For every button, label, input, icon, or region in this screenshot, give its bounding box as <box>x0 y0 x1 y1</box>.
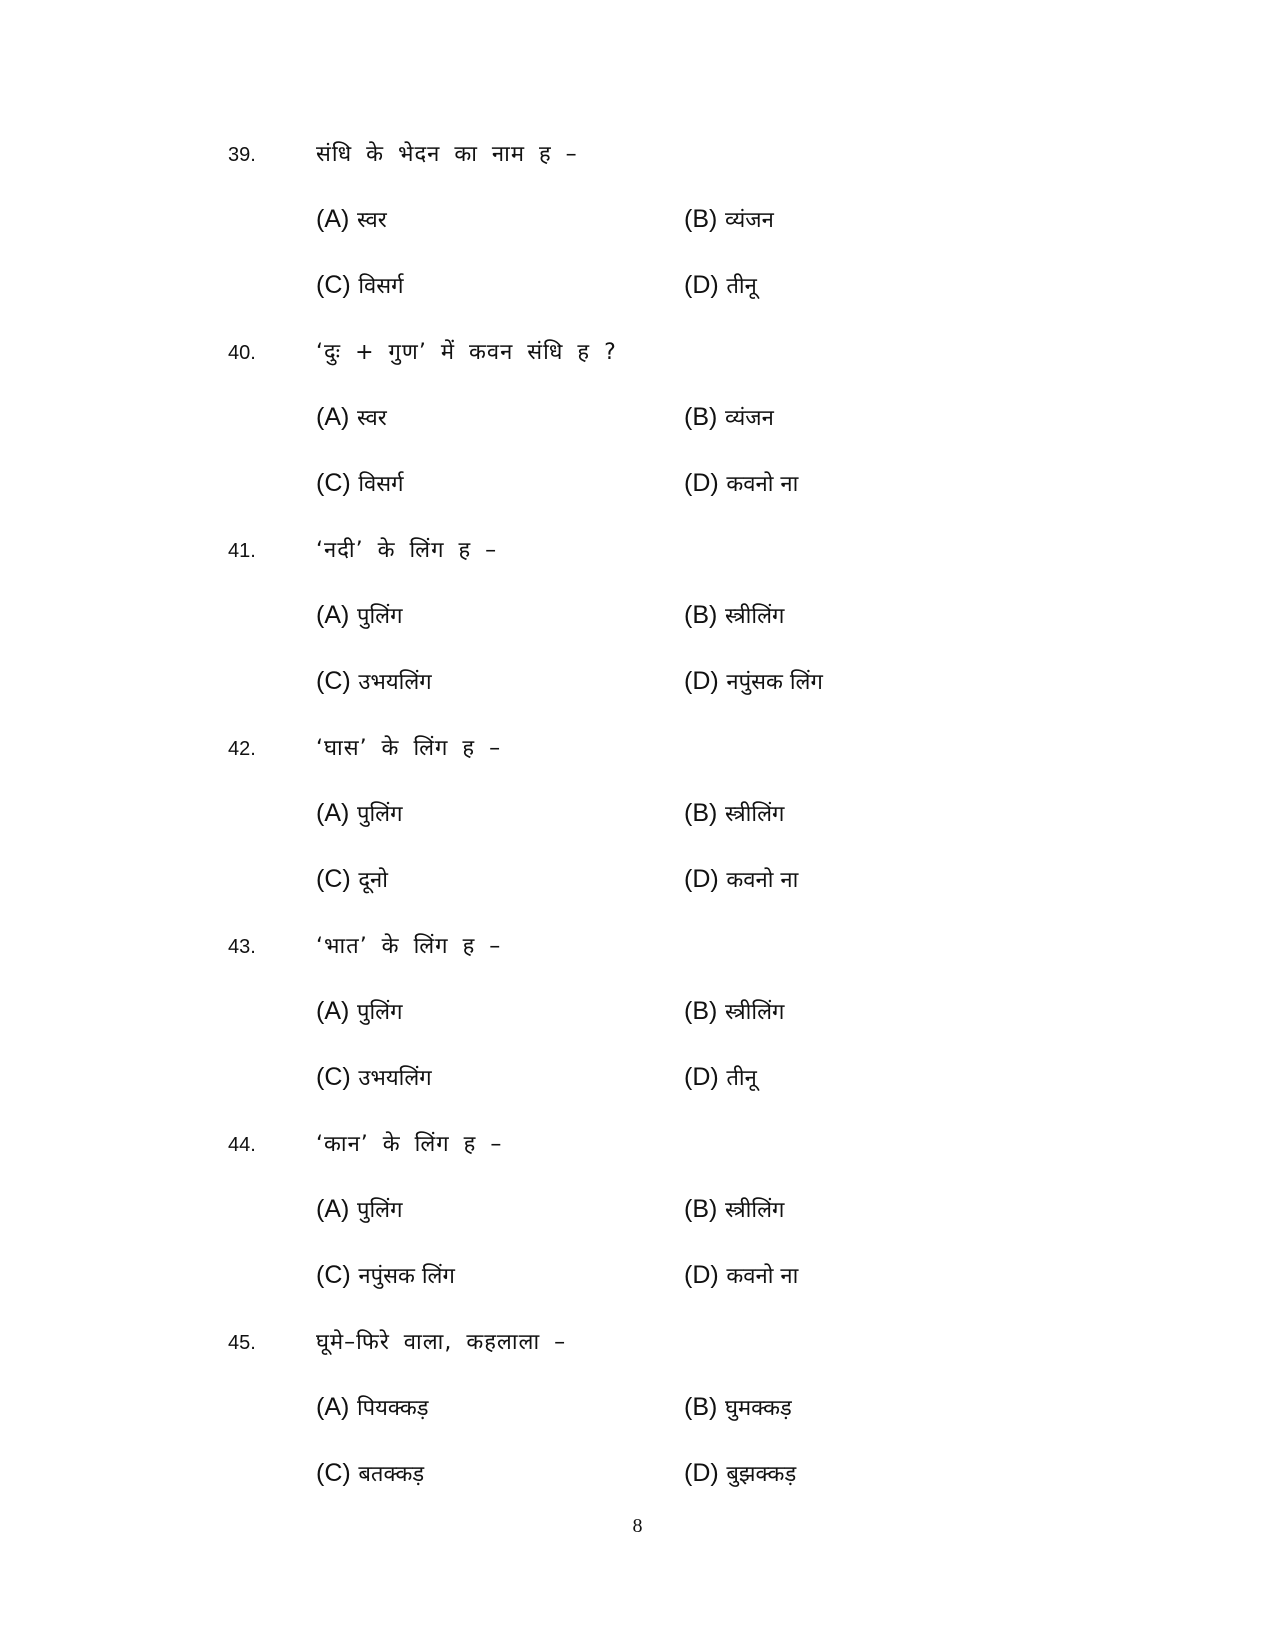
option-d <box>684 270 757 300</box>
option-label: (A) <box>316 1195 350 1223</box>
option-text: कवनो ना <box>726 868 799 893</box>
option-text: व्यंजन <box>724 406 774 431</box>
option-label: (D) <box>684 1459 719 1487</box>
option-text: उभयलिंग <box>358 670 432 695</box>
option-text: कवनो ना <box>726 1264 799 1289</box>
option-d <box>684 1260 798 1290</box>
option-text: स्वर <box>356 208 387 233</box>
page-number: 8 <box>632 1515 643 1537</box>
option-label: (C) <box>316 271 351 299</box>
option-c <box>316 1260 455 1290</box>
question-40 <box>0 336 1275 534</box>
option-label: (A) <box>316 1393 350 1421</box>
option-text: विसर्ग <box>358 472 404 497</box>
option-text: उभयलिंग <box>358 1066 432 1091</box>
option-label: (A) <box>316 799 350 827</box>
question-text: ‘नदी’ के लिंग ह – <box>316 538 498 563</box>
option-d <box>684 1062 757 1092</box>
option-label: (B) <box>684 403 718 431</box>
option-b <box>684 798 784 828</box>
question-number: 45. <box>228 1332 256 1354</box>
option-b <box>684 204 774 234</box>
option-text: स्त्रीलिंग <box>724 802 785 827</box>
option-label: (C) <box>316 667 351 695</box>
option-a <box>316 996 402 1026</box>
option-text: बतक्कड़ <box>358 1462 425 1487</box>
option-text: तीनू <box>726 1066 757 1091</box>
option-text: स्वर <box>356 406 387 431</box>
option-b <box>684 1194 784 1224</box>
option-text: तीनू <box>726 274 757 299</box>
option-label: (D) <box>684 271 719 299</box>
option-c <box>316 666 432 696</box>
option-text: पियक्कड़ <box>356 1396 429 1421</box>
option-label: (C) <box>316 865 351 893</box>
option-a <box>316 600 402 630</box>
option-text: पुलिंग <box>356 802 403 827</box>
option-label: (A) <box>316 403 350 431</box>
option-b <box>684 996 784 1026</box>
option-c <box>316 270 404 300</box>
option-d <box>684 1458 796 1488</box>
question-text: ‘भात’ के लिंग ह – <box>316 934 502 959</box>
option-d <box>684 864 798 894</box>
option-label: (D) <box>684 1063 719 1091</box>
question-number: 41. <box>228 540 256 562</box>
option-text: कवनो ना <box>726 472 799 497</box>
option-text: दूनो <box>358 868 388 893</box>
question-text: संधि के भेदन का नाम ह – <box>316 142 578 167</box>
question-text: घूमे–फिरे वाला, कहलाला – <box>316 1330 567 1355</box>
option-label: (C) <box>316 1063 351 1091</box>
option-a <box>316 1194 402 1224</box>
option-c <box>316 864 388 894</box>
option-label: (B) <box>684 997 718 1025</box>
question-text: ‘दुः + गुण’ में कवन संधि ह ? <box>316 340 617 365</box>
option-text: स्त्रीलिंग <box>724 1198 785 1223</box>
option-label: (D) <box>684 1261 719 1289</box>
question-text: ‘कान’ के लिंग ह – <box>316 1132 503 1157</box>
option-text: पुलिंग <box>356 1000 403 1025</box>
option-label: (C) <box>316 1261 351 1289</box>
option-c <box>316 1062 432 1092</box>
option-text: नपुंसक लिंग <box>726 670 823 695</box>
question-43 <box>0 930 1275 1128</box>
option-d <box>684 666 823 696</box>
question-41 <box>0 534 1275 732</box>
option-text: स्त्रीलिंग <box>724 1000 785 1025</box>
option-text: बुझक्कड़ <box>726 1462 797 1487</box>
option-text: घुमक्कड़ <box>724 1396 792 1421</box>
option-d <box>684 468 798 498</box>
question-number: 39. <box>228 144 256 166</box>
option-text: विसर्ग <box>358 274 404 299</box>
option-label: (D) <box>684 469 719 497</box>
option-b <box>684 600 784 630</box>
option-label: (D) <box>684 667 719 695</box>
option-b <box>684 402 774 432</box>
option-a <box>316 204 387 234</box>
option-text: व्यंजन <box>724 208 774 233</box>
option-c <box>316 468 404 498</box>
option-a <box>316 1392 429 1422</box>
option-label: (D) <box>684 865 719 893</box>
question-44 <box>0 1128 1275 1326</box>
question-39 <box>0 138 1275 336</box>
question-number: 42. <box>228 738 256 760</box>
option-label: (A) <box>316 205 350 233</box>
question-text: ‘घास’ के लिंग ह – <box>316 736 502 761</box>
question-42 <box>0 732 1275 930</box>
option-label: (B) <box>684 799 718 827</box>
question-number: 43. <box>228 936 256 958</box>
option-label: (B) <box>684 1195 718 1223</box>
question-number: 44. <box>228 1134 256 1156</box>
option-label: (A) <box>316 601 350 629</box>
option-label: (C) <box>316 469 351 497</box>
question-45 <box>0 1326 1275 1524</box>
option-text: पुलिंग <box>356 1198 403 1223</box>
option-label: (C) <box>316 1459 351 1487</box>
option-a <box>316 402 387 432</box>
question-number: 40. <box>228 342 256 364</box>
option-b <box>684 1392 792 1422</box>
option-label: (B) <box>684 601 718 629</box>
option-text: स्त्रीलिंग <box>724 604 785 629</box>
option-text: पुलिंग <box>356 604 403 629</box>
option-text: नपुंसक लिंग <box>358 1264 455 1289</box>
option-label: (A) <box>316 997 350 1025</box>
option-label: (B) <box>684 1393 718 1421</box>
option-a <box>316 798 402 828</box>
option-c <box>316 1458 424 1488</box>
option-label: (B) <box>684 205 718 233</box>
